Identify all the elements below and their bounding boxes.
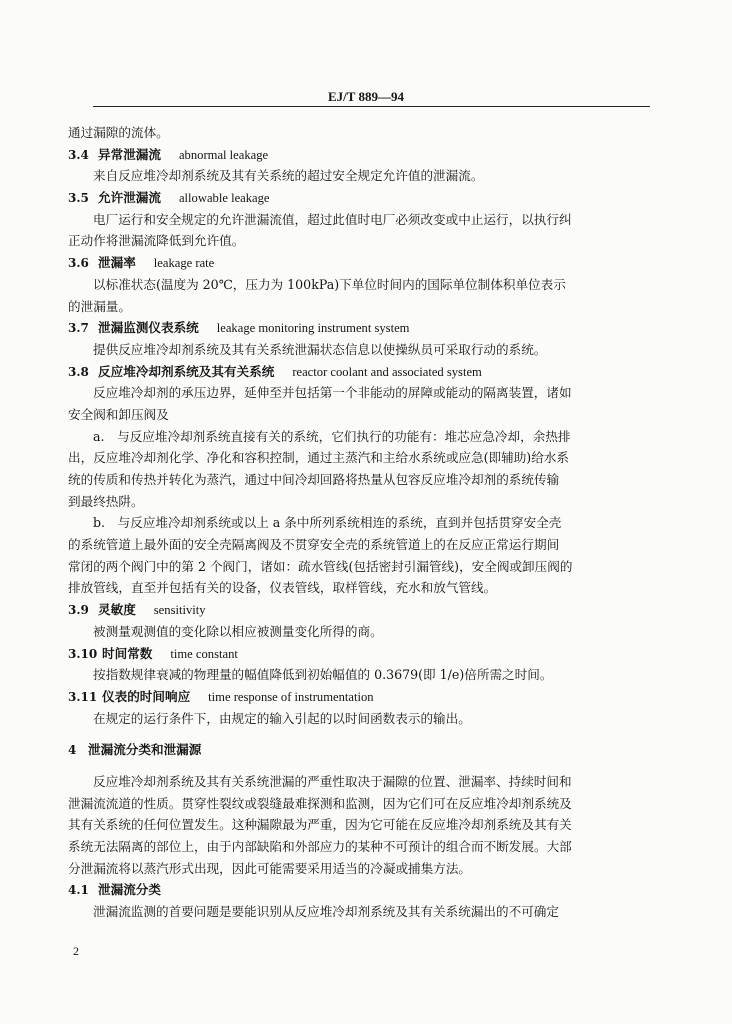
section-heading — [68, 739, 650, 761]
paragraph-line: 常闭的两个阀门中的第 2 个阀门，诸如：疏水管线(包括密封引漏管线)，安全阀或卸压阀的 — [68, 558, 573, 574]
term-english: leakage monitoring instrument system — [216, 321, 410, 336]
paragraph-line: 系统无法隔离的部位上，由于内部缺陷和外部应力的某种不可预计的组合而不断发展。大部 — [68, 839, 572, 854]
page-number: 2 — [73, 944, 79, 958]
paragraph-line: 到最终热阱。 — [68, 493, 144, 509]
paragraph-line: 电厂运行和安全规定的允许泄漏流值，超过此值时电厂必须改变或中止运行，以执行纠 — [93, 211, 572, 227]
term-english: time constant — [170, 646, 238, 661]
spacer — [68, 729, 650, 739]
term-heading — [68, 361, 650, 383]
term-number: 3.5 — [68, 191, 89, 206]
term-heading — [68, 144, 650, 166]
paragraph-line: 泄漏流监测的首要问题是要能识别从反应堆冷却剂系统及其有关系统漏出的不可确定 — [93, 904, 559, 920]
term-heading — [68, 317, 650, 339]
term-number: 3.11 — [68, 689, 98, 704]
term-chinese: 灵敏度 — [98, 602, 136, 618]
term-english: abnormal leakage — [178, 147, 269, 162]
term-chinese: 时间常数 — [102, 645, 153, 661]
paragraph-line: 排放管线，直至并包括有关的设备，仪表管线，取样管线，充水和放气管线。 — [68, 580, 497, 596]
term-number: 4.1 — [68, 883, 89, 898]
paragraph-line: a. 与反应堆冷却剂系统直接有关的系统，它们执行的功能有：堆芯应急冷却，余热排 — [93, 428, 571, 444]
term-chinese: 反应堆冷却剂系统及其有关系统 — [98, 363, 275, 379]
paragraph-line: 的系统管道上最外面的安全壳隔离阀及不贯穿安全壳的系统管道上的在反应正常运行期间 — [68, 537, 560, 553]
term-english: sensitivity — [153, 603, 206, 618]
header-rule — [93, 106, 650, 107]
term-number: 3.6 — [68, 256, 89, 271]
paragraph-line: 的泄漏量。 — [68, 298, 131, 314]
paragraph-line: 反应堆冷却剂的承压边界，延伸至并包括第一个非能动的屏障或能动的隔离装置，诸如 — [93, 385, 572, 401]
term-chinese: 允许泄漏流 — [98, 190, 161, 206]
paragraph-line: 反应堆冷却剂系统及其有关系统泄漏的严重性取决于漏隙的位置、泄漏率、持续时间和 — [93, 773, 572, 789]
paragraph-line: 出，反应堆冷却剂化学、净化和容积控制，通过主蒸汽和主给水系统或应急(即辅助)给水系 — [68, 450, 569, 466]
paragraph-line: 按指数规律衰减的物理量的幅值降低到初始幅值的 0.3679(即 1/e)倍所需之时间。 — [93, 667, 553, 683]
term-chinese: 异常泄漏流 — [98, 146, 161, 162]
term-heading — [68, 643, 650, 665]
standard-code-header: EJ/T 889—94 — [328, 89, 404, 104]
section-number: 4 — [68, 743, 77, 758]
term-english: time response of instrumentation — [208, 689, 374, 704]
term-english: leakage rate — [153, 256, 215, 271]
paragraph-line: 在规定的运行条件下，由规定的输入引起的以时间函数表示的输出。 — [93, 710, 471, 726]
paragraph-line: 来自反应堆冷却剂系统及其有关系统的超过安全规定允许值的泄漏流。 — [93, 168, 484, 184]
term-number: 3.4 — [68, 147, 89, 162]
term-heading — [68, 252, 650, 274]
paragraph-line: 被测量观测值的变化除以相应被测量变化所得的商。 — [93, 623, 383, 639]
term-english: reactor coolant and associated system — [292, 364, 482, 379]
spacer — [68, 761, 650, 771]
term-heading — [68, 599, 650, 621]
term-heading — [68, 879, 650, 901]
term-english: allowable leakage — [178, 191, 270, 206]
paragraph-line: 提供反应堆冷却剂系统及其有关系统泄漏状态信息以使操纵员可采取行动的系统。 — [93, 341, 547, 357]
term-number: 3.8 — [68, 364, 89, 379]
term-chinese: 泄漏率 — [98, 255, 136, 271]
paragraph-line: 以标准状态(温度为 20℃，压力为 100kPa)下单位时间内的国际单位制体积单位表示 — [93, 276, 566, 292]
paragraph-line: b. 与反应堆冷却剂系统或以上 a 条中所列系统相连的系统，直到并包括贯穿安全壳 — [93, 515, 562, 531]
term-number: 3.7 — [68, 321, 89, 336]
paragraph-line: 安全阀和卸压阀及 — [68, 406, 169, 422]
paragraph-line: 通过漏隙的流体。 — [68, 125, 169, 140]
paragraph-line: 分泄漏流将以蒸汽形式出现，因此可能需要采用适当的冷凝或捕集方法。 — [68, 860, 471, 876]
term-number: 3.10 — [68, 646, 98, 661]
paragraph-line: 统的传质和传热并转化为蒸汽，通过中间冷却回路将热量从包容反应堆冷却剂的系统传输 — [68, 472, 560, 487]
page-body — [68, 122, 650, 923]
term-chinese: 泄漏监测仪表系统 — [98, 320, 199, 336]
paragraph-line: 泄漏流流道的性质。贯穿性裂纹或裂缝最难探测和监测，因为它们可在反应堆冷却剂系统及 — [68, 795, 572, 811]
paragraph-line: 正动作将泄漏流降低到允许值。 — [68, 233, 245, 249]
section-title: 泄漏流分类和泄漏源 — [88, 742, 202, 758]
paragraph-line: 其有关系统的任何位置发生。这种漏隙最为严重，因为它可能在反应堆冷却剂系统及其有关 — [68, 817, 572, 833]
term-heading — [68, 187, 650, 209]
term-heading — [68, 686, 650, 708]
term-number: 3.9 — [68, 603, 89, 618]
term-chinese: 泄漏流分类 — [98, 882, 161, 898]
term-chinese: 仪表的时间响应 — [102, 688, 191, 704]
